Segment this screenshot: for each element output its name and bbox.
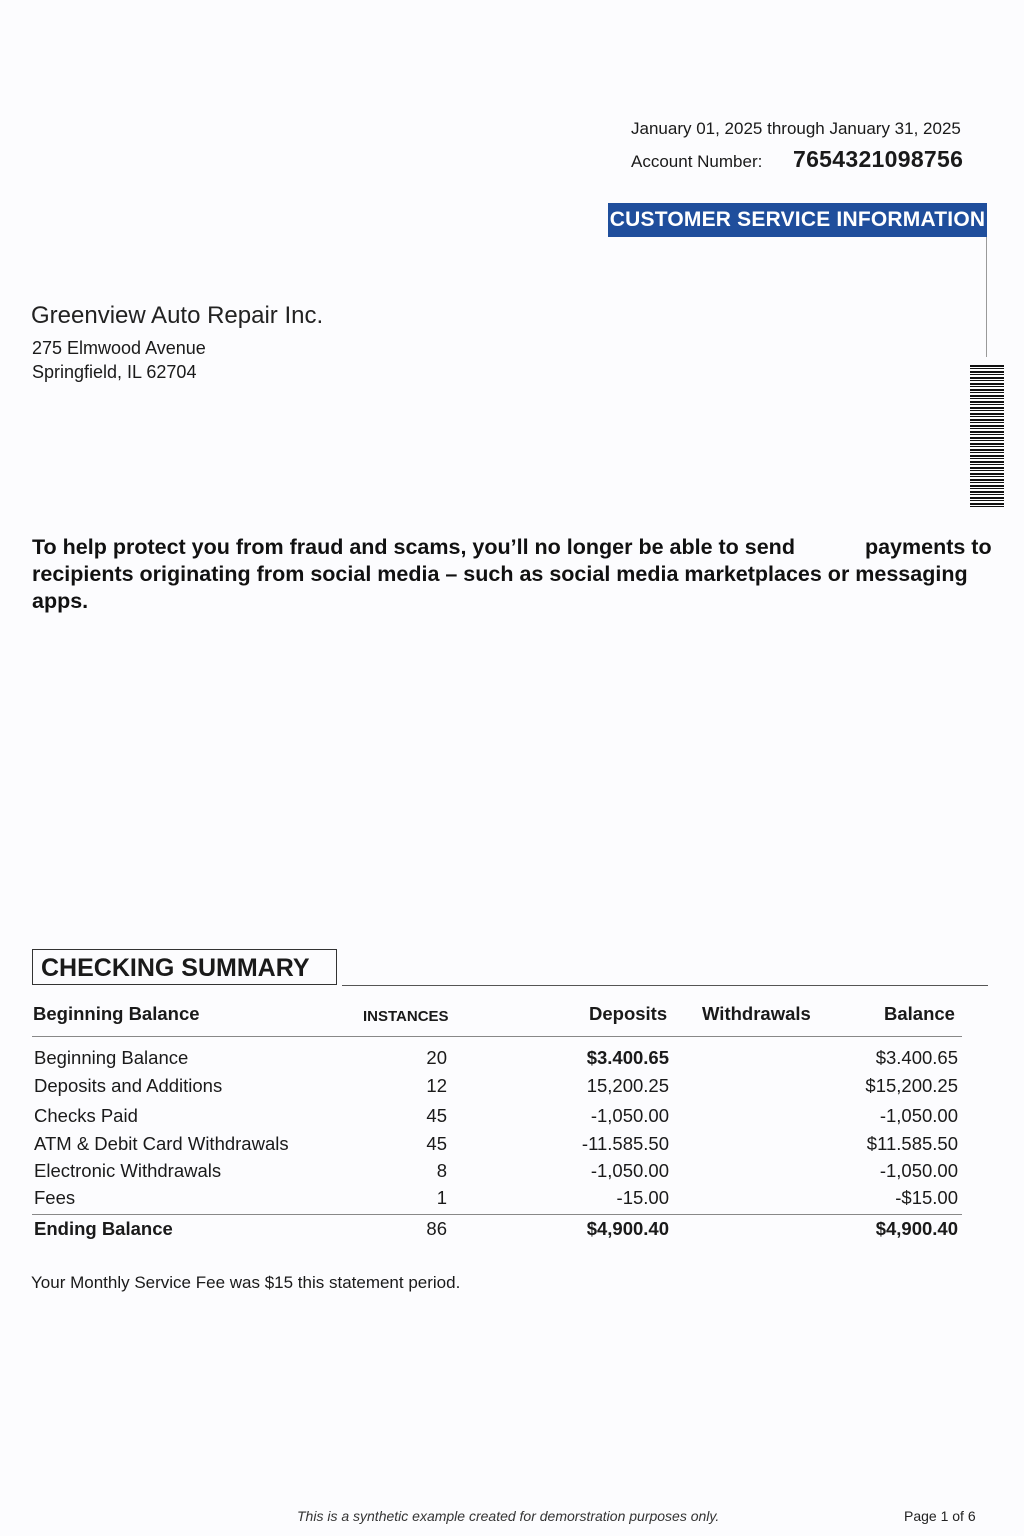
row-deposits: $3.400.65 <box>586 1047 669 1068</box>
row-deposits: 15,200.25 <box>586 1075 669 1096</box>
table-row <box>0 1105 1024 1133</box>
header-rule <box>32 1036 962 1037</box>
header-withdrawals: Withdrawals <box>702 1003 811 1024</box>
barcode-icon <box>970 365 1004 507</box>
row-instances: 12 <box>426 1075 447 1096</box>
ending-instances: 86 <box>426 1218 447 1239</box>
row-label: Fees <box>34 1187 76 1208</box>
row-balance: -$15.00 <box>895 1187 958 1208</box>
service-fee-note: Your Monthly Service Fee was $15 this statement period. <box>31 1273 461 1292</box>
table-row <box>0 1075 1024 1103</box>
header-balance: Balance <box>884 1003 955 1024</box>
table-row <box>0 1133 1024 1161</box>
account-number-label: Account Number: <box>631 152 763 171</box>
header-label: Beginning Balance <box>33 1003 200 1024</box>
row-label: Deposits and Additions <box>34 1075 223 1096</box>
row-deposits: -15.00 <box>616 1187 669 1208</box>
address-line-2: Springfield, IL 62704 <box>32 362 197 382</box>
row-label: Electronic Withdrawals <box>34 1160 222 1181</box>
row-label: Checks Paid <box>34 1105 138 1126</box>
row-instances: 20 <box>426 1047 447 1068</box>
customer-service-divider <box>986 237 987 357</box>
fraud-notice <box>32 534 997 615</box>
fraud-notice-part-2: payments to recipients originating from social media – such as social media marketplaces or messaging apps. <box>32 535 992 613</box>
page-number: Page 1 of 6 <box>904 1508 976 1524</box>
header-instances: INSTANCES <box>363 1008 449 1025</box>
row-instances: 45 <box>426 1133 447 1154</box>
checking-summary-title: CHECKING SUMMARY <box>32 949 337 985</box>
row-balance: -1,050.00 <box>879 1160 958 1181</box>
row-balance: $15,200.25 <box>865 1075 958 1096</box>
table-row <box>0 1187 1024 1215</box>
row-instances: 8 <box>436 1160 447 1181</box>
customer-service-banner: CUSTOMER SERVICE INFORMATION <box>608 203 987 237</box>
account-number: 7654321098756 <box>793 146 964 172</box>
row-instances: 1 <box>436 1187 447 1208</box>
row-balance: $3.400.65 <box>875 1047 958 1068</box>
customer-name: Greenview Auto Repair Inc. <box>31 302 324 329</box>
disclaimer: This is a synthetic example created for demorstration purposes only. <box>297 1508 720 1524</box>
statement-period: January 01, 2025 through January 31, 2025 <box>631 119 961 138</box>
ending-balance-row <box>0 1218 1024 1246</box>
ending-balance: $4,900.40 <box>875 1218 958 1239</box>
row-deposits: -11.585.50 <box>581 1133 669 1154</box>
summary-title-rule <box>342 985 988 986</box>
fraud-notice-part-1: To help protect you from fraud and scams, you’ll no longer be able to send <box>32 535 795 559</box>
row-deposits: -1,050.00 <box>590 1105 669 1126</box>
row-label: ATM & Debit Card Withdrawals <box>34 1133 289 1154</box>
row-balance: $11.585.50 <box>866 1133 958 1154</box>
table-row <box>0 1047 1024 1075</box>
row-balance: -1,050.00 <box>879 1105 958 1126</box>
ending-label: Ending Balance <box>34 1218 173 1239</box>
row-label: Beginning Balance <box>34 1047 189 1068</box>
header-deposits: Deposits <box>589 1003 668 1024</box>
table-row <box>0 1160 1024 1188</box>
row-deposits: -1,050.00 <box>590 1160 669 1181</box>
row-instances: 45 <box>426 1105 447 1126</box>
ending-rule <box>32 1214 962 1215</box>
address-line-1: 275 Elmwood Avenue <box>32 338 206 358</box>
ending-deposits: $4,900.40 <box>586 1218 669 1239</box>
